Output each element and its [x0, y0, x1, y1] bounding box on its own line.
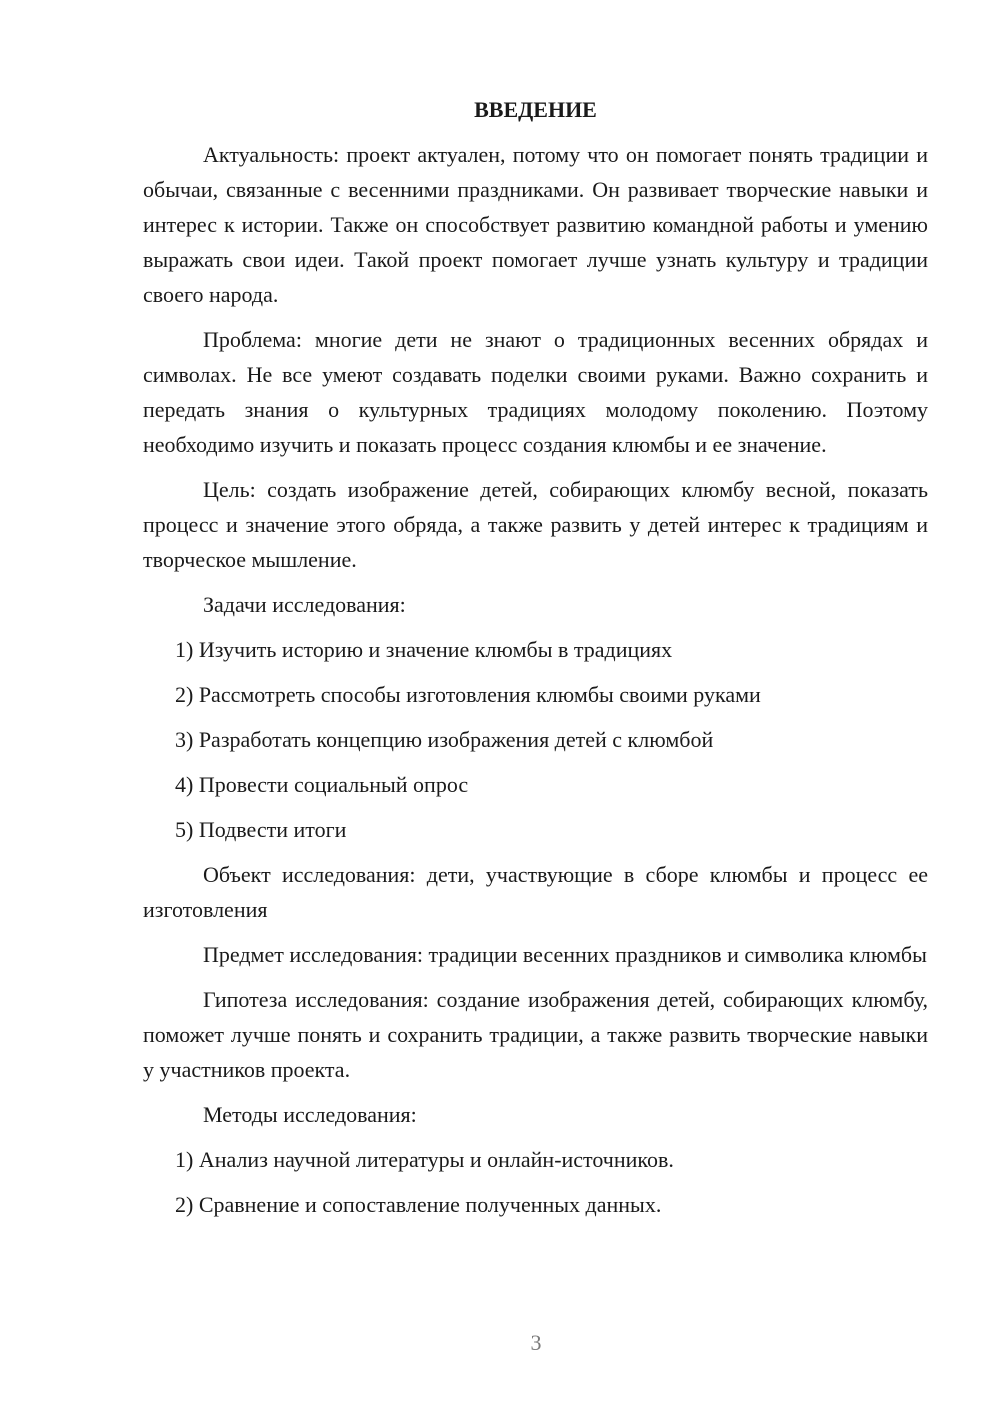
method-item-2: 2) Сравнение и сопоставление полученных данных. — [175, 1192, 662, 1217]
task-item-2: 2) Рассмотреть способы изготовления клюмбы своими руками — [175, 682, 761, 707]
relevance-paragraph: Актуальность: проект актуален, потому что он помогает понять традиции и обычаи, связанные с весенними праздниками. Он развивает творческие навыки и интерес к истории. Также он способствует развитию командной работы и умению выражать свои идеи. Такой проект помогает лучше узнать культуру и традиции своего народа. — [143, 142, 928, 307]
problem-paragraph: Проблема: многие дети не знают о традиционных весенних обрядах и символах. Не все умеют создавать поделки своими руками. Важно сохранить и передать знания о культурных традициях молодому поколению. Поэтому необходимо изучить и показать процесс создания клюмбы и ее значение. — [143, 327, 928, 457]
methods-list — [143, 1142, 928, 1222]
object-paragraph: Объект исследования: дети, участвующие в сборе клюмбы и процесс ее изготовления — [143, 862, 928, 922]
goal-paragraph: Цель: создать изображение детей, собирающих клюмбу весной, показать процесс и значение этого обряда, а также развить у детей интерес к традициям и творческое мышление. — [143, 477, 928, 572]
task-item-3: 3) Разработать концепцию изображения детей с клюмбой — [175, 727, 714, 752]
task-item-1: 1) Изучить историю и значение клюмбы в традициях — [175, 637, 673, 662]
page-content — [143, 92, 928, 1232]
page-number: 3 — [530, 1330, 542, 1355]
method-item-1: 1) Анализ научной литературы и онлайн-источников. — [175, 1147, 674, 1172]
tasks-heading: Задачи исследования: — [203, 592, 406, 617]
subject-paragraph: Предмет исследования: традиции весенних праздников и символика клюмбы — [203, 942, 927, 967]
methods-heading: Методы исследования: — [203, 1102, 417, 1127]
task-item-5: 5) Подвести итоги — [175, 817, 347, 842]
task-item-4: 4) Провести социальный опрос — [175, 772, 469, 797]
section-title: ВВЕДЕНИЕ — [474, 97, 597, 122]
hypothesis-paragraph: Гипотеза исследования: создание изображения детей, собирающих клюмбу, поможет лучше понять и сохранить традиции, а также развить творческие навыки у участников проекта. — [143, 987, 928, 1082]
tasks-list — [143, 632, 928, 847]
